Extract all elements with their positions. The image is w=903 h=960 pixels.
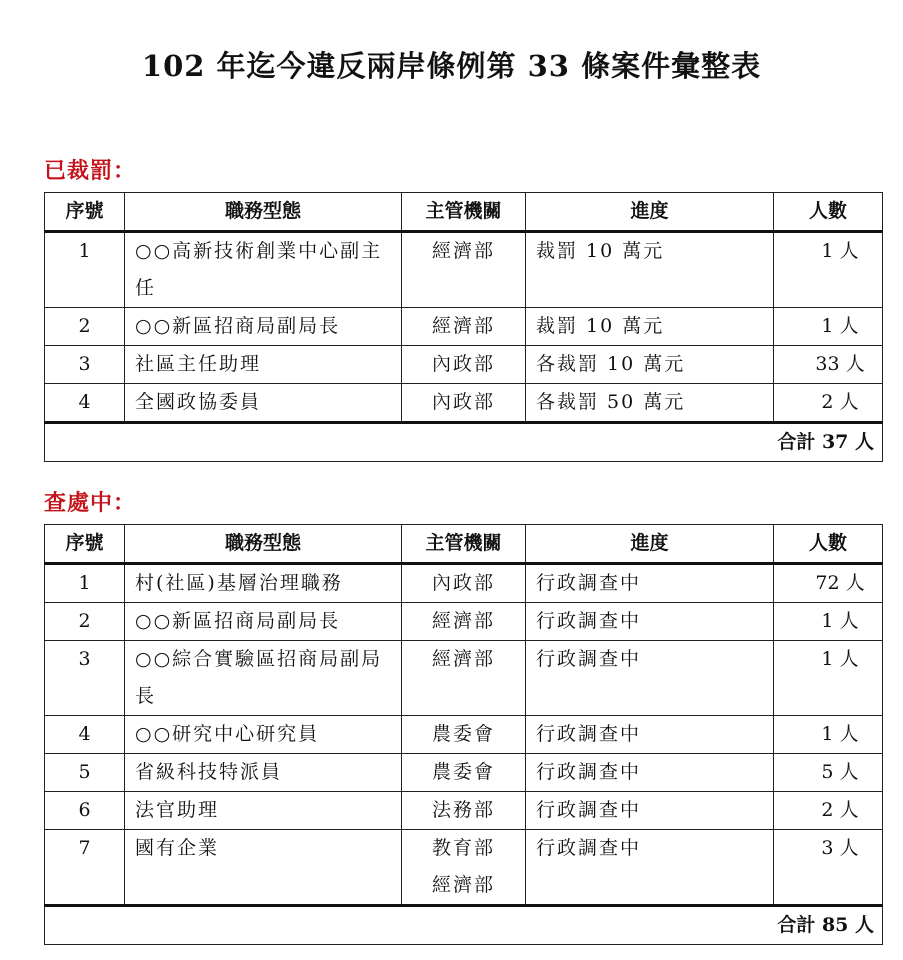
cell-count: 72 人 bbox=[774, 564, 883, 603]
table-row bbox=[45, 308, 883, 346]
header-dept: 主管機關 bbox=[402, 525, 526, 564]
table-row bbox=[45, 830, 883, 906]
cell-no: 3 bbox=[45, 346, 125, 384]
cell-progress: 行政調查中 bbox=[526, 603, 774, 641]
header-progress: 進度 bbox=[526, 193, 774, 232]
header-no: 序號 bbox=[45, 525, 125, 564]
cell-role: ○○新區招商局副局長 bbox=[125, 308, 402, 346]
header-role: 職務型態 bbox=[125, 525, 402, 564]
cell-progress: 裁罰 10 萬元 bbox=[526, 308, 774, 346]
investigating-table bbox=[44, 524, 883, 945]
total-count: 合計 85 人 bbox=[45, 906, 883, 945]
cell-progress: 裁罰 10 萬元 bbox=[526, 232, 774, 308]
cell-no: 2 bbox=[45, 603, 125, 641]
cell-no: 2 bbox=[45, 308, 125, 346]
total-count: 合計 37 人 bbox=[45, 423, 883, 462]
header-role: 職務型態 bbox=[125, 193, 402, 232]
header-no: 序號 bbox=[45, 193, 125, 232]
cell-progress: 行政調查中 bbox=[526, 716, 774, 754]
table-row bbox=[45, 384, 883, 423]
cell-count: 5 人 bbox=[774, 754, 883, 792]
cell-role: ○○綜合實驗區招商局副局長 bbox=[125, 641, 402, 716]
cell-count: 2 人 bbox=[774, 384, 883, 423]
cell-role: 國有企業 bbox=[125, 830, 402, 906]
header-count: 人數 bbox=[774, 193, 883, 232]
cell-dept: 經濟部 bbox=[402, 603, 526, 641]
cell-count: 1 人 bbox=[774, 641, 883, 716]
cell-dept: 經濟部 bbox=[402, 232, 526, 308]
cell-dept: 農委會 bbox=[402, 754, 526, 792]
cell-dept: 經濟部 bbox=[402, 308, 526, 346]
cell-role: 社區主任助理 bbox=[125, 346, 402, 384]
cell-role: ○○高新技術創業中心副主任 bbox=[125, 232, 402, 308]
cell-role: 全國政協委員 bbox=[125, 384, 402, 423]
table-row bbox=[45, 232, 883, 308]
cell-dept: 內政部 bbox=[402, 384, 526, 423]
total-row bbox=[45, 906, 883, 945]
header-progress: 進度 bbox=[526, 525, 774, 564]
cell-role: 法官助理 bbox=[125, 792, 402, 830]
cell-no: 1 bbox=[45, 564, 125, 603]
table-header-row bbox=[45, 525, 883, 564]
cell-count: 3 人 bbox=[774, 830, 883, 906]
cell-dept: 經濟部 bbox=[402, 641, 526, 716]
cell-no: 4 bbox=[45, 716, 125, 754]
sanctioned-table bbox=[44, 192, 883, 462]
cell-count: 1 人 bbox=[774, 716, 883, 754]
cell-no: 4 bbox=[45, 384, 125, 423]
cell-progress: 行政調查中 bbox=[526, 754, 774, 792]
cell-count: 1 人 bbox=[774, 232, 883, 308]
table-row bbox=[45, 716, 883, 754]
cell-progress: 行政調查中 bbox=[526, 830, 774, 906]
cell-dept: 農委會 bbox=[402, 716, 526, 754]
cell-role: ○○新區招商局副局長 bbox=[125, 603, 402, 641]
cell-no: 5 bbox=[45, 754, 125, 792]
total-row bbox=[45, 423, 883, 462]
cell-progress: 行政調查中 bbox=[526, 792, 774, 830]
cell-role: 省級科技特派員 bbox=[125, 754, 402, 792]
cell-progress: 行政調查中 bbox=[526, 564, 774, 603]
table-row bbox=[45, 346, 883, 384]
cell-no: 7 bbox=[45, 830, 125, 906]
section-label-investigating: 查處中： bbox=[44, 490, 137, 516]
cell-no: 3 bbox=[45, 641, 125, 716]
table-row bbox=[45, 641, 883, 716]
cell-count: 33 人 bbox=[774, 346, 883, 384]
cell-dept: 內政部 bbox=[402, 346, 526, 384]
header-count: 人數 bbox=[774, 525, 883, 564]
cell-dept: 內政部 bbox=[402, 564, 526, 603]
page-title: 102 年迄今違反兩岸條例第 33 條案件彙整表 bbox=[141, 49, 762, 83]
cell-progress: 行政調查中 bbox=[526, 641, 774, 716]
table-header-row bbox=[45, 193, 883, 232]
cell-progress: 各裁罰 10 萬元 bbox=[526, 346, 774, 384]
cell-no: 6 bbox=[45, 792, 125, 830]
cell-role: 村(社區)基層治理職務 bbox=[125, 564, 402, 603]
cell-no: 1 bbox=[45, 232, 125, 308]
table-row bbox=[45, 792, 883, 830]
cell-progress: 各裁罰 50 萬元 bbox=[526, 384, 774, 423]
header-dept: 主管機關 bbox=[402, 193, 526, 232]
table-row bbox=[45, 754, 883, 792]
section-label-sanctioned: 已裁罰： bbox=[44, 158, 137, 184]
cell-dept: 教育部 經濟部 bbox=[402, 830, 526, 906]
cell-role: ○○研究中心研究員 bbox=[125, 716, 402, 754]
cell-dept: 法務部 bbox=[402, 792, 526, 830]
cell-count: 1 人 bbox=[774, 603, 883, 641]
table-row bbox=[45, 564, 883, 603]
cell-count: 2 人 bbox=[774, 792, 883, 830]
cell-count: 1 人 bbox=[774, 308, 883, 346]
table-row bbox=[45, 603, 883, 641]
